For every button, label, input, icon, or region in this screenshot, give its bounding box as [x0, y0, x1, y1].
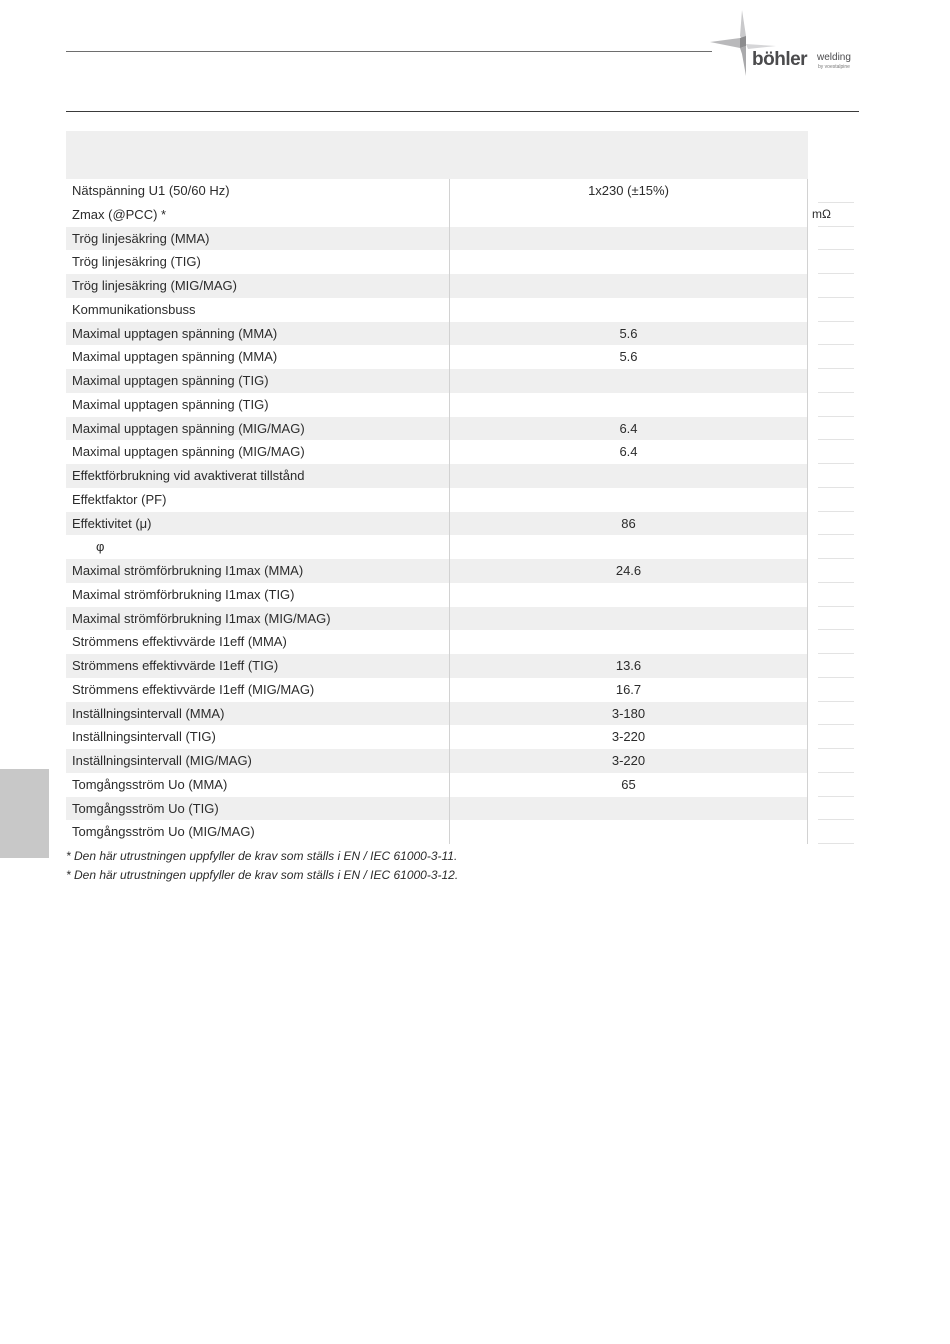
table-row [66, 322, 858, 346]
row-label: Tomgångsström Uo (TIG) [66, 797, 455, 821]
row-unit [812, 488, 858, 512]
footnote-1: * Den här utrustningen uppfyller de krav som ställs i EN / IEC 61000-3-11. [66, 849, 458, 863]
row-value [449, 274, 808, 298]
table-row [66, 749, 858, 773]
row-unit [812, 654, 858, 678]
row-value: 86 [449, 512, 808, 536]
table-row [66, 464, 858, 488]
spec-table [66, 179, 858, 844]
table-row [66, 488, 858, 512]
row-value: 6.4 [449, 417, 808, 441]
row-value: 65 [449, 773, 808, 797]
row-unit [812, 250, 858, 274]
row-label: Maximal strömförbrukning I1max (MMA) [66, 559, 455, 583]
row-label: Tomgångsström Uo (MIG/MAG) [72, 824, 255, 840]
row-unit [812, 773, 858, 797]
table-row [66, 440, 858, 464]
row-label: Maximal upptagen spänning (MMA) [72, 349, 278, 365]
logo-brand-sub: welding [817, 52, 851, 63]
row-label: Inställningsintervall (TIG) [72, 729, 216, 745]
table-row [66, 583, 858, 607]
row-value: 24.6 [449, 559, 808, 583]
row-label: Maximal upptagen spänning (MIG/MAG) [72, 444, 305, 460]
row-unit [812, 417, 858, 441]
row-value: 1x230 (±15%) [449, 179, 808, 203]
row-unit [812, 393, 858, 417]
unit-divider [818, 843, 854, 844]
row-unit [812, 702, 858, 726]
row-unit [812, 440, 858, 464]
row-label: Maximal upptagen spänning (MIG/MAG) [66, 417, 455, 441]
bohler-logo [706, 8, 866, 80]
row-unit [812, 820, 858, 844]
row-label: Strömmens effektivvärde I1eff (TIG) [66, 654, 455, 678]
row-unit [812, 464, 858, 488]
row-label: Nätspänning U1 (50/60 Hz) [72, 183, 230, 198]
row-label: Kommunikationsbuss [72, 301, 196, 317]
table-row [66, 179, 858, 203]
table-row [66, 250, 858, 274]
row-unit [812, 559, 858, 583]
logo-tagline: by voestalpine [818, 64, 850, 70]
row-value [449, 488, 808, 512]
row-value [449, 535, 808, 559]
row-label: Maximal upptagen spänning (TIG) [72, 396, 269, 412]
row-unit [812, 345, 858, 369]
row-label: Effektivitet (μ) [66, 512, 455, 536]
row-value [449, 607, 808, 631]
row-value [449, 227, 808, 251]
row-unit [812, 725, 858, 749]
table-row [66, 559, 858, 583]
table-row [66, 725, 858, 749]
row-value: 3-220 [449, 749, 808, 773]
row-unit [812, 322, 858, 346]
logo-brand-name: böhler [752, 49, 808, 70]
row-label: Zmax (@PCC) * [72, 206, 167, 222]
row-label: Effektförbrukning vid avaktiverat tillstånd [66, 464, 455, 488]
row-label: Maximal upptagen spänning (TIG) [66, 369, 455, 393]
section-rule [66, 111, 859, 112]
row-label: Trög linjesäkring (MIG/MAG) [66, 274, 455, 298]
row-value [449, 583, 808, 607]
table-row [66, 227, 858, 251]
row-label: Effektfaktor (PF) [72, 491, 167, 507]
row-value: 6.4 [449, 440, 808, 464]
table-row [66, 535, 858, 559]
row-value: 5.6 [449, 345, 808, 369]
table-row [66, 678, 858, 702]
row-value [449, 393, 808, 417]
row-label: Inställningsintervall (MIG/MAG) [66, 749, 455, 773]
row-unit [812, 749, 858, 773]
row-unit [812, 512, 858, 536]
table-row [66, 630, 858, 654]
row-value [449, 820, 808, 844]
row-value [449, 250, 808, 274]
row-label: Maximal strömförbrukning I1max (MIG/MAG) [66, 607, 455, 631]
table-row [66, 702, 858, 726]
table-row [66, 773, 858, 797]
table-row [66, 820, 858, 844]
row-label: Trög linjesäkring (MMA) [66, 227, 455, 251]
table-header [66, 131, 808, 179]
row-label: Strömmens effektivvärde I1eff (MMA) [72, 634, 287, 650]
table-row [66, 274, 858, 298]
header-rule [66, 51, 712, 52]
row-unit: mΩ [812, 206, 831, 221]
row-value: 3-180 [449, 702, 808, 726]
row-label: Maximal strömförbrukning I1max (TIG) [72, 586, 295, 602]
row-value: 5.6 [449, 322, 808, 346]
side-section-tab [0, 769, 49, 858]
row-value: 13.6 [449, 654, 808, 678]
row-label: Inställningsintervall (MMA) [66, 702, 455, 726]
row-value [449, 464, 808, 488]
row-value: 16.7 [449, 678, 808, 702]
row-unit [812, 607, 858, 631]
row-unit [812, 797, 858, 821]
table-row [66, 393, 858, 417]
row-unit [812, 678, 858, 702]
row-unit [812, 583, 858, 607]
table-row [66, 797, 858, 821]
row-value: 3-220 [449, 725, 808, 749]
row-value [449, 298, 808, 322]
row-unit [812, 369, 858, 393]
row-unit [812, 298, 858, 322]
table-row [66, 654, 858, 678]
table-row [66, 512, 858, 536]
table-row [66, 369, 858, 393]
row-value [449, 797, 808, 821]
row-value [449, 203, 808, 227]
row-unit [812, 179, 858, 203]
row-unit [812, 535, 858, 559]
row-unit [812, 630, 858, 654]
table-row [66, 203, 858, 227]
table-row [66, 298, 858, 322]
row-value [449, 369, 808, 393]
footnote-2: * Den här utrustningen uppfyller de krav som ställs i EN / IEC 61000-3-12. [66, 868, 459, 882]
row-label: Strömmens effektivvärde I1eff (MIG/MAG) [72, 681, 315, 697]
row-value [449, 630, 808, 654]
row-label: Maximal upptagen spänning (MMA) [66, 322, 455, 346]
row-label: Tomgångsström Uo (MMA) [72, 776, 228, 792]
row-label: Trög linjesäkring (TIG) [72, 254, 201, 270]
table-row [66, 607, 858, 631]
table-row [66, 345, 858, 369]
row-unit [812, 274, 858, 298]
row-label: φ [96, 539, 105, 555]
table-row [66, 417, 858, 441]
row-unit [812, 227, 858, 251]
